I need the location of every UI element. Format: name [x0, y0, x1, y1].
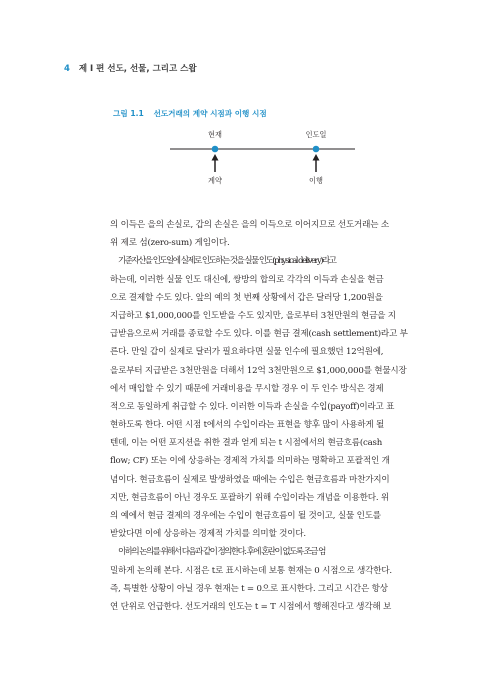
- text-line: 념이다. 현금흐름이 실제로 발생하였을 때에는 수입은 현금흐름과 마찬가지이: [110, 474, 390, 485]
- page-number: 4: [64, 64, 70, 74]
- text-line: 을로부터 지급받은 3천만원을 더해서 12억 3천만원으로 $1,000,000를 현물시장: [110, 365, 407, 376]
- text-line: 적으로 동일하게 취급할 수 있다. 이러한 이득과 손실을 수입(payoff)이라고 표: [110, 401, 395, 412]
- figure-title: 선도거래의 계약 시점과 이행 시점: [153, 109, 267, 118]
- text-line: 급받음으로써 거래를 종료할 수도 있다. 이를 현금 결제(cash settlement)라고 부: [110, 329, 408, 340]
- text-line: 이하의 논의를 위해서 다음과 같이 정의한다. 후에 혼란이 없도록 조금 엄: [118, 547, 325, 558]
- arrow-label-contract: 계약: [208, 176, 222, 185]
- arrow-execution: [313, 154, 320, 172]
- text-line: 지만, 현금흐름이 아닌 경우도 포괄하기 위해 수입이라는 개념을 이용한다. 위: [110, 492, 389, 503]
- timeline-label-now: 현재: [208, 130, 222, 139]
- text-line: 받았다면 이에 상응하는 경제적 가치를 의미할 것이다.: [110, 529, 306, 540]
- figure-number: 그림 1.1: [113, 109, 144, 118]
- arrow-contract: [212, 154, 219, 172]
- text-line: flow; CF) 또는 이에 상응하는 경제적 가치를 의미하는 명확하고 포괄적인 개: [110, 456, 390, 467]
- timeline-label-delivery: 인도일: [305, 130, 327, 139]
- body-text: [110, 216, 420, 616]
- text-line: 현하도록 한다. 어떤 시점 t에서의 수입이라는 표현을 향후 많이 사용하게 될: [110, 420, 385, 431]
- text-line: 에서 매입할 수 있기 때문에 거래비용을 무시할 경우 이 두 인수 방식은 경제: [110, 383, 384, 394]
- text-line: 텐데, 이는 어떤 포지션을 취한 결과 얻게 되는 t 시점에서의 현금흐름(cash: [110, 438, 383, 449]
- timeline-point-delivery: [313, 146, 320, 153]
- timeline-point-now: [212, 146, 219, 153]
- arrow-label-execution: 이행: [309, 176, 323, 185]
- text-line: 밀하게 논의해 본다. 시점은 t로 표시하는데 보통 현재는 0 시점으로 생각한다.: [110, 565, 392, 576]
- text-line: 기준자산을 인도일에 실제로 인도하는 것을 실물 인도(physical delivery)라고: [118, 256, 336, 267]
- text-line: 으로 결제할 수도 있다. 앞의 예의 첫 번째 상황에서 갑은 달러당 1,200원을: [110, 292, 383, 303]
- timeline-diagram: [0, 0, 500, 200]
- text-line: 의 예에서 현금 결제의 경우에는 수입이 현금흐름이 될 것이고, 실물 인도를: [110, 511, 381, 521]
- part-title: 제 I 편 선도, 선물, 그리고 스왑: [78, 64, 197, 74]
- text-line: 른다. 만일 갑이 실제로 달러가 필요하다면 실물 인수에 필요했던 12억원에,: [110, 347, 384, 358]
- text-line: 의 이득은 을의 손실로, 갑의 손실은 을의 이득으로 이어지므로 선도거래는 소: [110, 220, 389, 230]
- text-line: 즉, 특별한 상황이 아닐 경우 현재는 t = 0으로 표시한다. 그리고 시간은 항상: [110, 583, 388, 594]
- text-line: 위 제로 섬(zero-sum) 게임이다.: [110, 238, 230, 249]
- text-line: 하는데, 이러한 실물 인도 대신에, 쌍방의 합의로 각각의 이득과 손실을 현금: [110, 274, 384, 285]
- text-line: 연 단위로 언급한다. 선도거래의 인도는 t = T 시점에서 행해진다고 생각해 보: [110, 601, 392, 612]
- text-line: 지급하고 $1,000,000를 인도받을 수도 있지만, 을로부터 3천만원의 현금을 지: [110, 310, 396, 321]
